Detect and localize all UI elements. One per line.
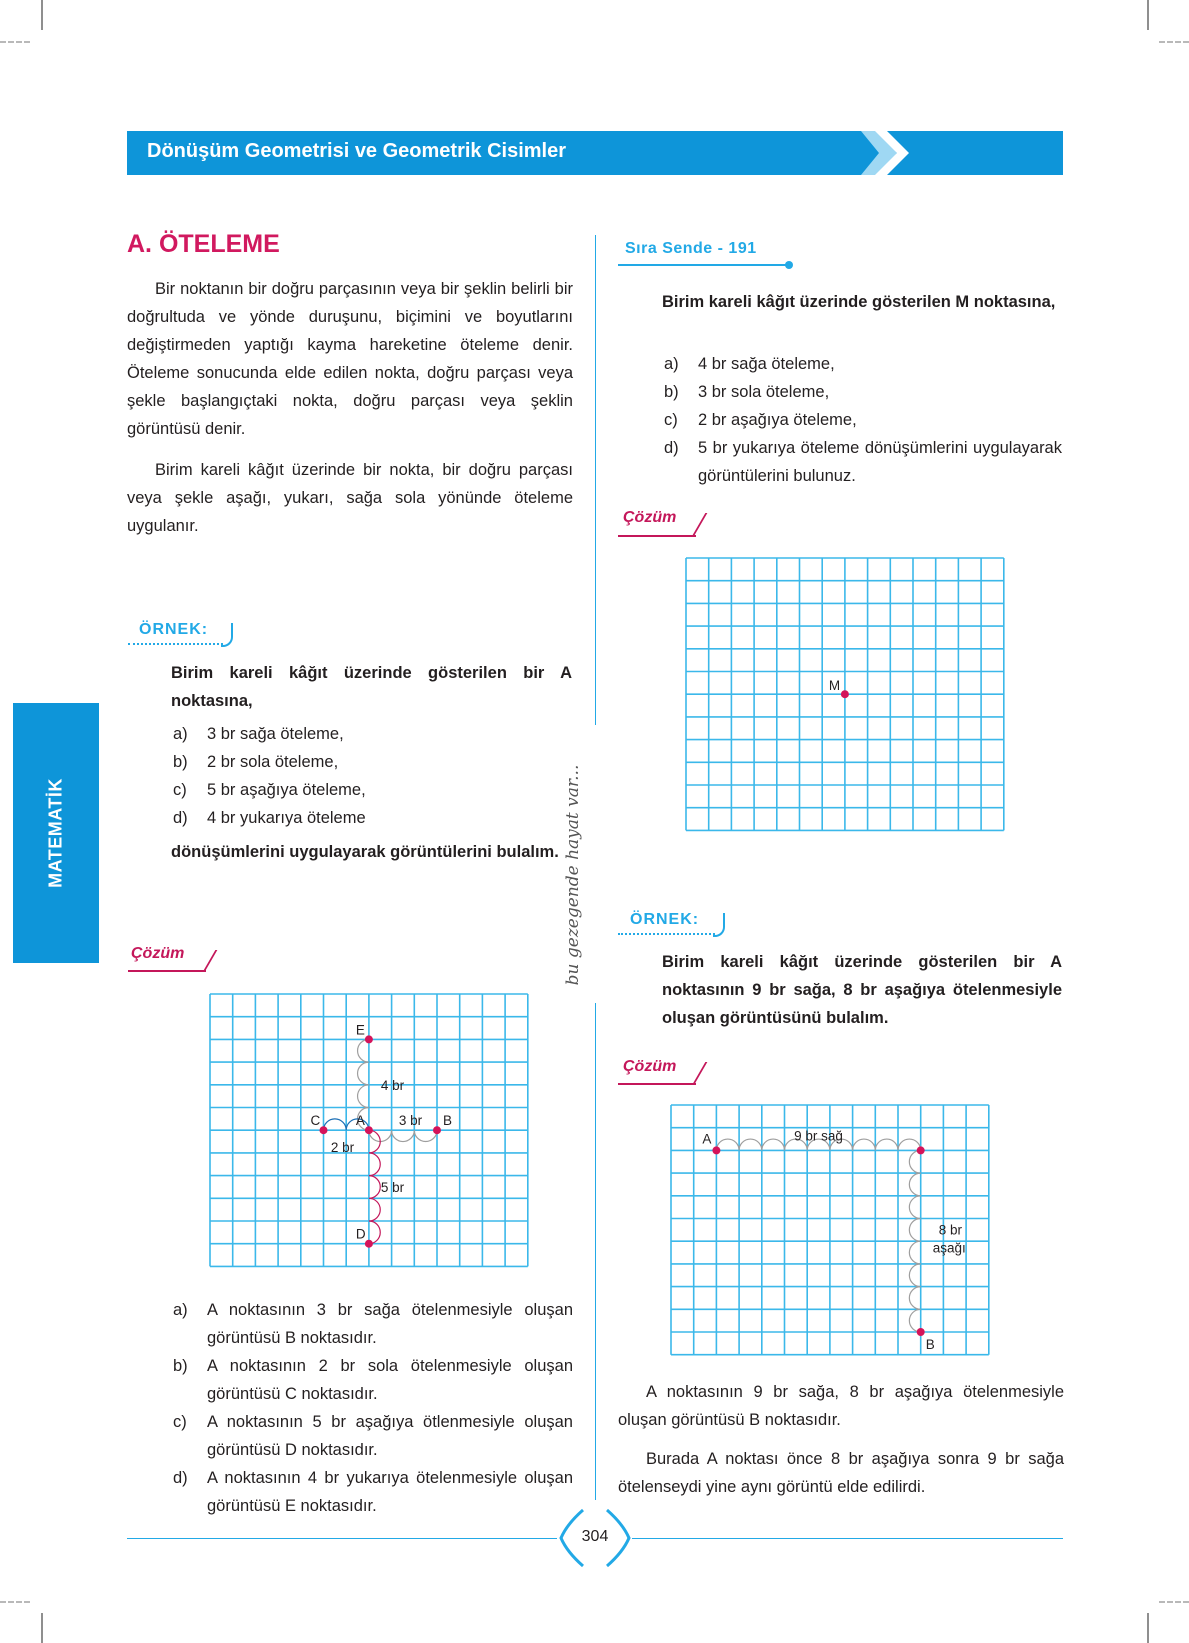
point-label: B xyxy=(925,1337,935,1352)
example-label: ÖRNEK: xyxy=(139,621,209,638)
point-label: A xyxy=(702,1131,712,1147)
footer-rule xyxy=(127,1538,557,1539)
list-item xyxy=(664,434,1062,490)
item-text: 5 br yukarıya öteleme dönüşümlerini uygulayarak görüntülerini bulunuz. xyxy=(698,439,1062,485)
answer-item xyxy=(173,1408,573,1464)
chapter-header xyxy=(127,131,1063,175)
solution-label: Çözüm xyxy=(131,945,185,962)
point-label: A xyxy=(355,1113,365,1129)
list-item xyxy=(173,804,573,832)
list-item xyxy=(664,350,1062,378)
item-label: b) xyxy=(173,753,188,771)
exercise-list xyxy=(664,350,1062,490)
point-d xyxy=(365,1240,373,1248)
paragraph-text: Burada A noktası önce 8 br aşağıya sonra 9 br sağa ötelenseydi yine aynı görüntü elde edilirdi. xyxy=(618,1450,1064,1496)
arrow-label-3br: 3 br xyxy=(398,1113,423,1129)
item-text: 5 br aşağıya öteleme, xyxy=(207,781,366,799)
item-text: 4 br sağa öteleme, xyxy=(698,355,835,373)
item-label: c) xyxy=(664,411,678,429)
section-title: A. ÖTELEME xyxy=(127,230,280,258)
crop-mark xyxy=(1147,1613,1149,1643)
info-paragraph xyxy=(127,456,573,540)
solution-slash xyxy=(203,950,218,972)
example2-note xyxy=(618,1445,1064,1501)
solution-underline xyxy=(618,535,696,537)
point-label: M xyxy=(828,678,841,694)
example1-list xyxy=(173,720,573,832)
example-label: ÖRNEK: xyxy=(630,911,700,928)
item-text: A noktasının 2 br sola ötelenmesiyle oluşan görüntüsü C noktasıdır. xyxy=(207,1357,573,1403)
arrow-label-5br: 5 br xyxy=(380,1179,405,1195)
arrow-label-2br: 2 br xyxy=(330,1140,355,1156)
example1-answers xyxy=(173,1296,573,1520)
point-label: C xyxy=(310,1113,321,1129)
point-b xyxy=(433,1126,441,1134)
item-text: 4 br yukarıya öteleme xyxy=(207,809,366,827)
slogan xyxy=(553,755,593,995)
exercise-grid xyxy=(685,557,1005,831)
paragraph-text: Birim kareli kâğıt üzerinde bir nokta, bir doğru parçası veya şekle aşağı, yukarı, sağa sola yönünde öteleme uygulanır. xyxy=(127,461,573,535)
point-b xyxy=(917,1328,925,1336)
solution-underline xyxy=(618,1083,696,1085)
subject-side-tab xyxy=(13,703,99,963)
example-underline xyxy=(618,933,715,935)
list-item xyxy=(173,748,573,776)
double-chevron-icon xyxy=(851,131,921,175)
footer-rule xyxy=(632,1538,1063,1539)
crop-mark xyxy=(0,41,30,45)
exercise-underline xyxy=(618,264,788,266)
exercise-label: Sıra Sende - 191 xyxy=(625,240,757,257)
item-text: A noktasının 5 br aşağıya ötlenmesiyle oluşan görüntüsü D noktasıdır. xyxy=(207,1413,573,1459)
subject-label: MATEMATİK xyxy=(45,778,66,888)
example-bracket xyxy=(221,623,233,647)
answer-item xyxy=(173,1296,573,1352)
item-label: c) xyxy=(173,1413,187,1431)
point-a xyxy=(712,1146,720,1154)
item-text: 3 br sağa öteleme, xyxy=(207,725,344,743)
crop-mark xyxy=(41,0,43,30)
arrow-label-asagi: aşağı xyxy=(932,1240,966,1256)
example2-question: Birim kareli kâğıt üzerinde gösterilen bir A noktasının 9 br sağa, 8 br aşağıya ötelenmesiyle oluşan görüntüsünü bulalım. xyxy=(662,953,1062,1027)
point-e xyxy=(365,1035,373,1043)
item-text: 2 br sola öteleme, xyxy=(207,753,339,771)
item-label: a) xyxy=(173,725,188,743)
example2-grid xyxy=(670,1104,990,1356)
arrow-label-4br: 4 br xyxy=(380,1077,405,1093)
column-divider xyxy=(595,1003,596,1500)
translation-arc xyxy=(369,1130,380,1244)
solution-slash xyxy=(693,1062,708,1084)
paragraph-text: A noktasının 9 br sağa, 8 br aşağıya ötelenmesiyle oluşan görüntüsü B noktasıdır. xyxy=(618,1383,1064,1429)
item-label: d) xyxy=(664,439,679,457)
point-label: E xyxy=(355,1022,365,1038)
paragraph-text: Bir noktanın bir doğru parçasının veya bir şeklin belirli bir doğrultuda ve yönde duruşunu, biçimini ve boyutlarını değiştirmeden yaptığı kayma hareketine öteleme denir. Öteleme sonucunda elde edilen nokta, doğru parçası veya şekle başlangıçtaki nokta, doğru parçası veya şeklin görüntüsü denir. xyxy=(127,280,573,438)
solution-slash xyxy=(693,513,708,535)
answer-item xyxy=(173,1352,573,1408)
solution-label: Çözüm xyxy=(623,1058,677,1075)
solution-underline xyxy=(128,970,206,972)
list-item xyxy=(664,378,1062,406)
list-item xyxy=(664,406,1062,434)
crop-mark xyxy=(1159,1601,1189,1605)
exercise-question: Birim kareli kâğıt üzerinde gösterilen M noktasına, xyxy=(662,293,1056,311)
arrow-label-9br: 9 br sağ xyxy=(794,1128,843,1144)
solution-label: Çözüm xyxy=(623,509,677,526)
example1-conclusion: dönüşümlerini uygulayarak görüntülerini bulalım. xyxy=(171,843,559,861)
corner-point xyxy=(917,1146,925,1154)
point-m xyxy=(841,690,849,698)
crop-mark xyxy=(1159,41,1189,45)
list-item xyxy=(173,720,573,748)
item-label: b) xyxy=(173,1357,188,1375)
item-label: a) xyxy=(173,1301,188,1319)
example1-grid xyxy=(209,993,529,1267)
point-label: D xyxy=(355,1226,366,1242)
item-label: d) xyxy=(173,809,188,827)
crop-mark xyxy=(0,1601,30,1605)
definition-paragraph xyxy=(127,275,573,443)
item-text: A noktasının 3 br sağa ötelenmesiyle oluşan görüntüsü B noktasıdır. xyxy=(207,1301,573,1347)
point-a xyxy=(365,1126,373,1134)
example-bracket xyxy=(713,913,725,937)
exercise-underline-dot xyxy=(785,261,793,269)
item-text: 2 br aşağıya öteleme, xyxy=(698,411,857,429)
answer-item xyxy=(173,1464,573,1520)
example-underline xyxy=(128,643,223,645)
item-text: A noktasının 4 br yukarıya ötelenmesiyle oluşan görüntüsü E noktasıdır. xyxy=(207,1469,573,1515)
item-label: d) xyxy=(173,1469,188,1487)
slogan-text: bu gezegende hayat var... xyxy=(563,764,583,986)
arrow-label-8br: 8 br xyxy=(938,1222,962,1238)
chapter-title: Dönüşüm Geometrisi ve Geometrik Cisimler xyxy=(147,140,567,162)
item-text: 3 br sola öteleme, xyxy=(698,383,830,401)
crop-mark xyxy=(41,1613,43,1643)
column-divider xyxy=(595,235,596,725)
item-label: b) xyxy=(664,383,679,401)
crop-mark xyxy=(1147,0,1149,30)
example1-question: Birim kareli kâğıt üzerinde gösterilen bir A noktasına, xyxy=(171,664,572,710)
example2-result xyxy=(618,1378,1064,1434)
point-c xyxy=(320,1126,328,1134)
item-label: c) xyxy=(173,781,187,799)
page-number: 304 xyxy=(581,1528,609,1545)
list-item xyxy=(173,776,573,804)
item-label: a) xyxy=(664,355,679,373)
point-label: B xyxy=(443,1113,453,1129)
